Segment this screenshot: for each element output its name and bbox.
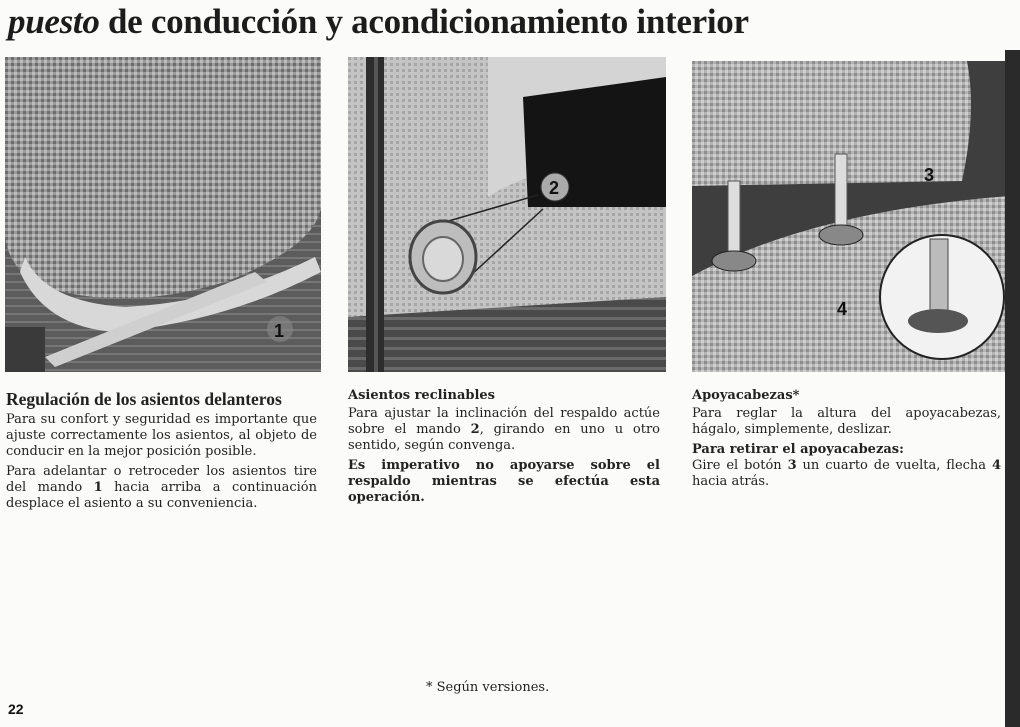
headrest-p2-text-a: Gire el botón (692, 458, 788, 473)
seat-photo (5, 57, 321, 372)
seat-callout-1: 1 (274, 321, 285, 341)
recline-section (348, 388, 660, 510)
seat-adjustment-paragraph-1: Para su confort y seguridad es importante que ajuste correctamente los asientos, al objeto de conducir en la mejor posición posible. (6, 412, 317, 459)
page-title-italic: puesto (8, 2, 100, 41)
footnote: * Según versiones. (426, 680, 550, 695)
headrest-heading: Apoyacabezas* (692, 388, 800, 403)
recline-p1-control-number: 2 (470, 422, 480, 437)
headrest-removal-subheading: Para retirar el apoyacabezas: (692, 442, 904, 457)
seat-p2-text-b: hacia arriba a continuación desplace el asiento a su conveniencia. (6, 480, 317, 511)
page-title (8, 2, 749, 42)
page-edge-bar (1005, 50, 1020, 727)
recline-paragraph-1 (348, 406, 660, 454)
headrest-p2-text-b: un cuarto de vuelta, flecha (796, 458, 992, 473)
recline-photo (348, 57, 666, 372)
recline-warning: Es imperativo no apoyarse sobre el respaldo mientras se efectúa esta operación. (348, 458, 660, 505)
headrest-paragraph-1: Para reglar la altura del apoyacabezas, hágalo, simplemente, deslizar. (692, 406, 1001, 437)
headrest-photo (692, 61, 1010, 372)
headrest-p2-number-4: 4 (991, 458, 1001, 473)
page-number: 22 (8, 701, 24, 717)
recline-p1-text-b: , girando en uno u otro sentido, según convenga. (348, 422, 660, 453)
recline-callout-2: 2 (549, 178, 560, 198)
recline-p1-text-a: Para ajustar la inclinación del respaldo actúe sobre el mando (348, 406, 660, 437)
headrest-callout-4: 4 (837, 299, 848, 319)
headrest-section (692, 388, 1001, 494)
recline-illustration (348, 57, 666, 372)
page-title-rest: de conducción y acondicionamiento interior (99, 2, 749, 41)
headrest-p2-number-3: 3 (787, 458, 797, 473)
recline-heading: Asientos reclinables (348, 388, 495, 403)
seat-p2-control-number: 1 (93, 480, 103, 495)
headrest-illustration (692, 61, 1010, 372)
seat-adjustment-heading: Regulación de los asientos delanteros (6, 389, 282, 409)
seat-illustration (5, 57, 321, 372)
seat-p2-text-a: Para adelantar o retroceder los asientos tire del mando (6, 464, 317, 495)
seat-adjustment-section (6, 388, 317, 516)
headrest-paragraph-2 (692, 458, 1001, 490)
headrest-callout-3: 3 (924, 165, 935, 185)
seat-adjustment-paragraph-2 (6, 464, 317, 512)
headrest-p2-text-c: hacia atrás. (692, 474, 770, 489)
